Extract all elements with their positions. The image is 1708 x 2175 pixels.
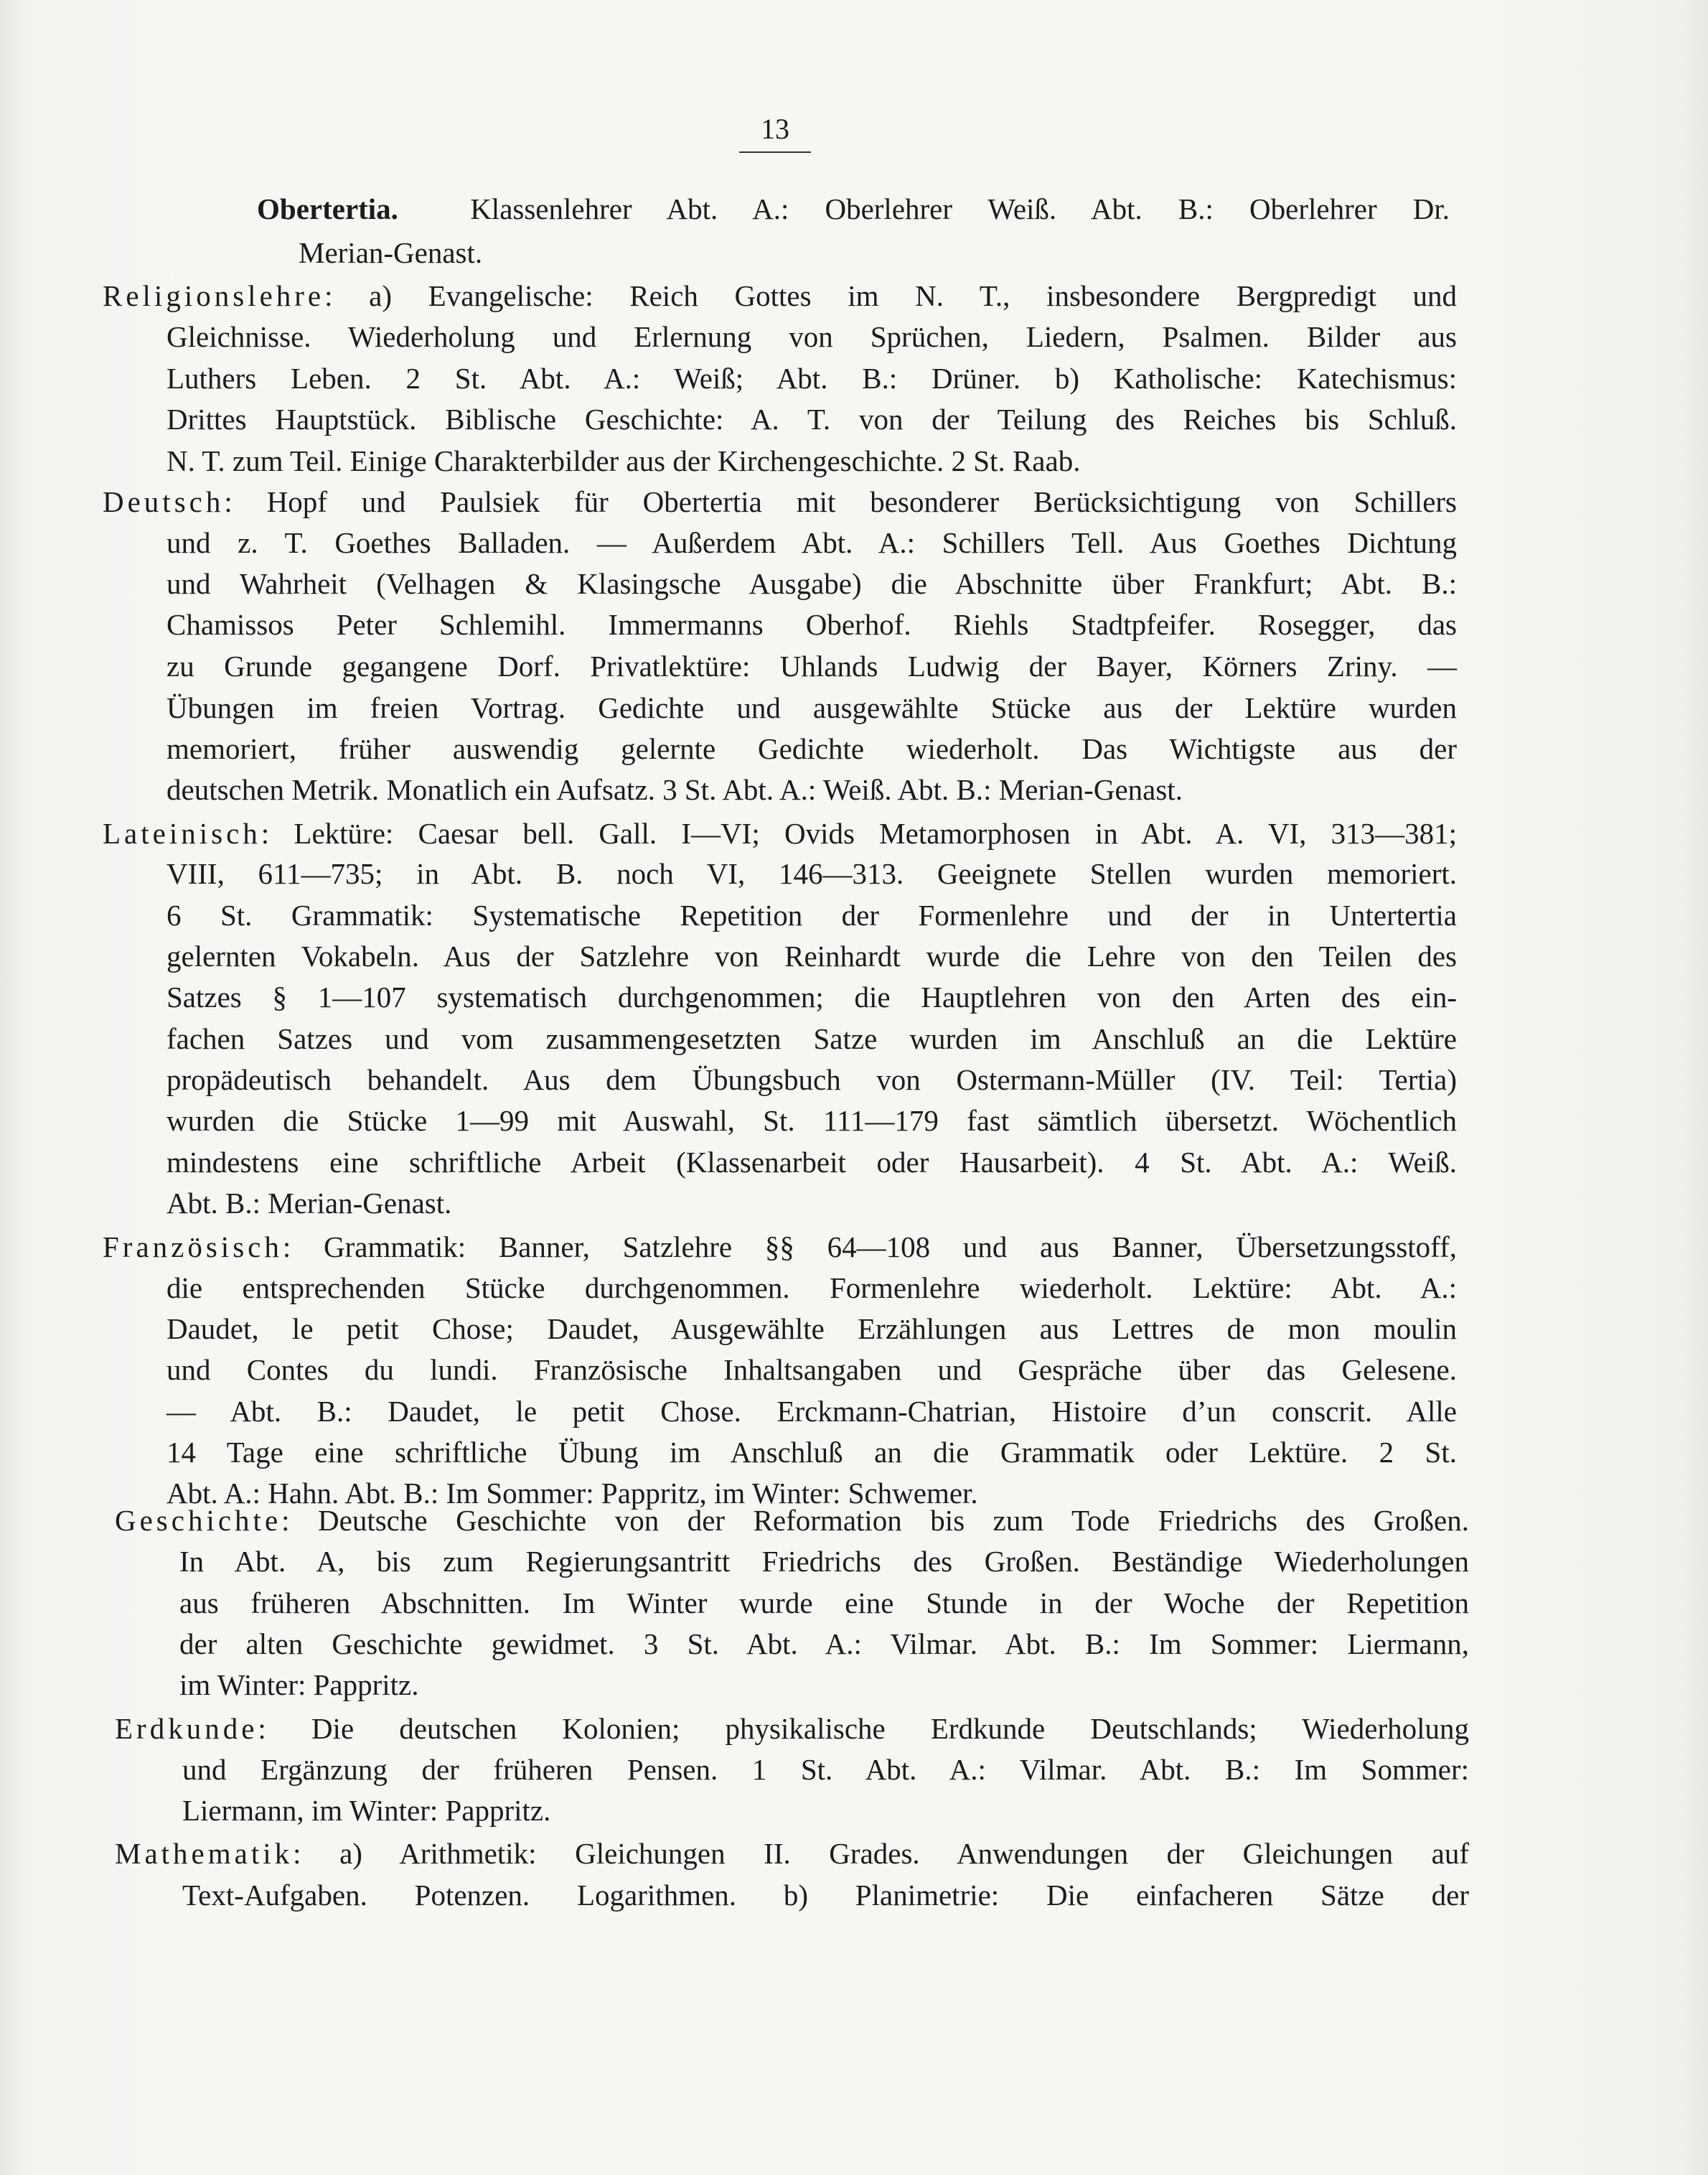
subject-heading: Deutsch bbox=[103, 485, 225, 518]
text-line: Daudet, le petit Chose; Daudet, Ausgewählte Erzählungen aus Lettres de mon moulin bbox=[166, 1312, 1457, 1345]
text-line: memoriert, früher auswendig gelernte Gedichte wiederholt. Das Wichtigste aus der bbox=[166, 732, 1457, 765]
text-line: N. T. zum Teil. Einige Charakterbilder aus der Kirchengeschichte. 2 St. Raab. bbox=[166, 444, 1081, 477]
text-line: Luthers Leben. 2 St. Abt. A.: Weiß; Abt. B.: Drüner. b) Katholische: Katechismus: bbox=[166, 362, 1457, 395]
text-line: In Abt. A, bis zum Regierungsantritt Friedrichs des Großen. Beständige Wiederholungen bbox=[179, 1545, 1469, 1578]
text-line: Obertertia. Klassenlehrer Abt. A.: Oberlehrer Weiß. Abt. B.: Oberlehrer Dr. bbox=[257, 192, 1450, 225]
text-line: 14 Tage eine schriftliche Übung im Anschluß an die Grammatik oder Lektüre. 2 St. bbox=[166, 1436, 1457, 1469]
text-line: zu Grunde gegangene Dorf. Privatlektüre: Uhlands Ludwig der Bayer, Körners Zriny. — bbox=[166, 650, 1457, 683]
text-line: Chamissos Peter Schlemihl. Immermanns Oberhof. Riehls Stadtpfeifer. Rosegger, das bbox=[166, 608, 1457, 641]
subject-heading: Religionslehre bbox=[103, 279, 325, 312]
text-line: propädeutisch behandelt. Aus dem Übungsbuch von Ostermann-Müller (IV. Teil: Tertia) bbox=[166, 1063, 1457, 1096]
text-line: VIII, 611—735; in Abt. B. noch VI, 146—313. Geeignete Stellen wurden memoriert. bbox=[166, 857, 1457, 890]
subject-heading: Mathematik bbox=[115, 1837, 294, 1870]
text-line: Abt. B.: Merian-Genast. bbox=[166, 1187, 452, 1220]
text-line: Drittes Hauptstück. Biblische Geschichte: A. T. von der Teilung des Reiches bis Schluß. bbox=[166, 403, 1457, 436]
text-line: wurden die Stücke 1—99 mit Auswahl, St. 111—179 fast sämtlich übersetzt. Wöchentlich bbox=[166, 1104, 1457, 1137]
text-line: deutschen Metrik. Monatlich ein Aufsatz. 3 St. Abt. A.: Weiß. Abt. B.: Merian-Genast. bbox=[166, 773, 1183, 806]
text-line: mindestens eine schriftliche Arbeit (Klassenarbeit oder Hausarbeit). 4 St. Abt. A.: Weiß. bbox=[166, 1146, 1457, 1179]
text-line: Text-Aufgaben. Potenzen. Logarithmen. b) Planimetrie: Die einfacheren Sätze der bbox=[182, 1879, 1469, 1912]
text-line: fachen Satzes und vom zusammengesetzten Satze wurden im Anschluß an die Lektüre bbox=[166, 1022, 1457, 1055]
text-line: Mathematik: a) Arithmetik: Gleichungen II. Grades. Anwendungen der Gleichungen auf bbox=[115, 1837, 1469, 1870]
text-line: Übungen im freien Vortrag. Gedichte und ausgewählte Stücke aus der Lektüre wurden bbox=[166, 691, 1457, 724]
subject-heading: Französisch bbox=[103, 1230, 283, 1263]
text-line: und Wahrheit (Velhagen & Klasingsche Ausgabe) die Abschnitte über Frankfurt; Abt. B.: bbox=[166, 567, 1457, 600]
text-line: der alten Geschichte gewidmet. 3 St. Abt. A.: Vilmar. Abt. B.: Im Sommer: Liermann, bbox=[179, 1627, 1469, 1660]
text-line: gelernten Vokabeln. Aus der Satzlehre von Reinhardt wurde die Lehre von den Teilen des bbox=[166, 940, 1457, 973]
text-line: Satzes § 1—107 systematisch durchgenommen; die Hauptlehren von den Arten des ein- bbox=[166, 981, 1457, 1014]
text-line: — Abt. B.: Daudet, le petit Chose. Erckmann-Chatrian, Histoire d’un conscrit. Alle bbox=[166, 1395, 1457, 1428]
subject-heading: Geschichte bbox=[115, 1504, 282, 1537]
text-line: Deutsch: Hopf und Paulsiek für Obertertia mit besonderer Berücksichtigung von Schillers bbox=[103, 485, 1457, 518]
text-line: im Winter: Pappritz. bbox=[179, 1668, 419, 1701]
page-number: 13 bbox=[761, 113, 789, 145]
text-line: Lateinisch: Lektüre: Caesar bell. Gall. I—VI; Ovids Metamorphosen in Abt. A. VI, 313—381; bbox=[103, 817, 1457, 850]
text-line: Abt. A.: Hahn. Abt. B.: Im Sommer: Pappritz, im Winter: Schwemer. bbox=[166, 1477, 978, 1510]
page-number-rule bbox=[739, 151, 811, 153]
text-line: und Contes du lundi. Französische Inhaltsangaben und Gespräche über das Gelesene. bbox=[166, 1353, 1457, 1386]
text-line: Französisch: Grammatik: Banner, Satzlehre §§ 64—108 und aus Banner, Übersetzungsstoff, bbox=[103, 1230, 1457, 1263]
subject-heading: Lateinisch bbox=[103, 817, 261, 850]
text-line: aus früheren Abschnitten. Im Winter wurde eine Stunde in der Woche der Repetition bbox=[179, 1586, 1469, 1619]
class-heading: Obertertia. bbox=[257, 192, 398, 225]
text-line: Erdkunde: Die deutschen Kolonien; physikalische Erdkunde Deutschlands; Wiederholung bbox=[115, 1712, 1469, 1745]
text-line: Liermann, im Winter: Pappritz. bbox=[182, 1794, 551, 1827]
text-line: Merian-Genast. bbox=[299, 236, 483, 269]
text-line: Geschichte: Deutsche Geschichte von der Reformation bis zum Tode Friedrichs des Großen. bbox=[115, 1504, 1469, 1537]
text-line: 6 St. Grammatik: Systematische Repetition der Formenlehre und der in Untertertia bbox=[166, 899, 1457, 932]
text-line: Religionslehre: a) Evangelische: Reich Gottes im N. T., insbesondere Bergpredigt und bbox=[103, 279, 1457, 312]
text-line: Gleichnisse. Wiederholung und Erlernung von Sprüchen, Liedern, Psalmen. Bilder aus bbox=[166, 320, 1457, 353]
text-line: und z. T. Goethes Balladen. — Außerdem Abt. A.: Schillers Tell. Aus Goethes Dichtung bbox=[166, 526, 1457, 559]
text-line: und Ergänzung der früheren Pensen. 1 St. Abt. A.: Vilmar. Abt. B.: Im Sommer: bbox=[182, 1753, 1469, 1786]
text-line: die entsprechenden Stücke durchgenommen. Formenlehre wiederholt. Lektüre: Abt. A.: bbox=[166, 1271, 1457, 1304]
subject-heading: Erdkunde bbox=[115, 1712, 258, 1745]
